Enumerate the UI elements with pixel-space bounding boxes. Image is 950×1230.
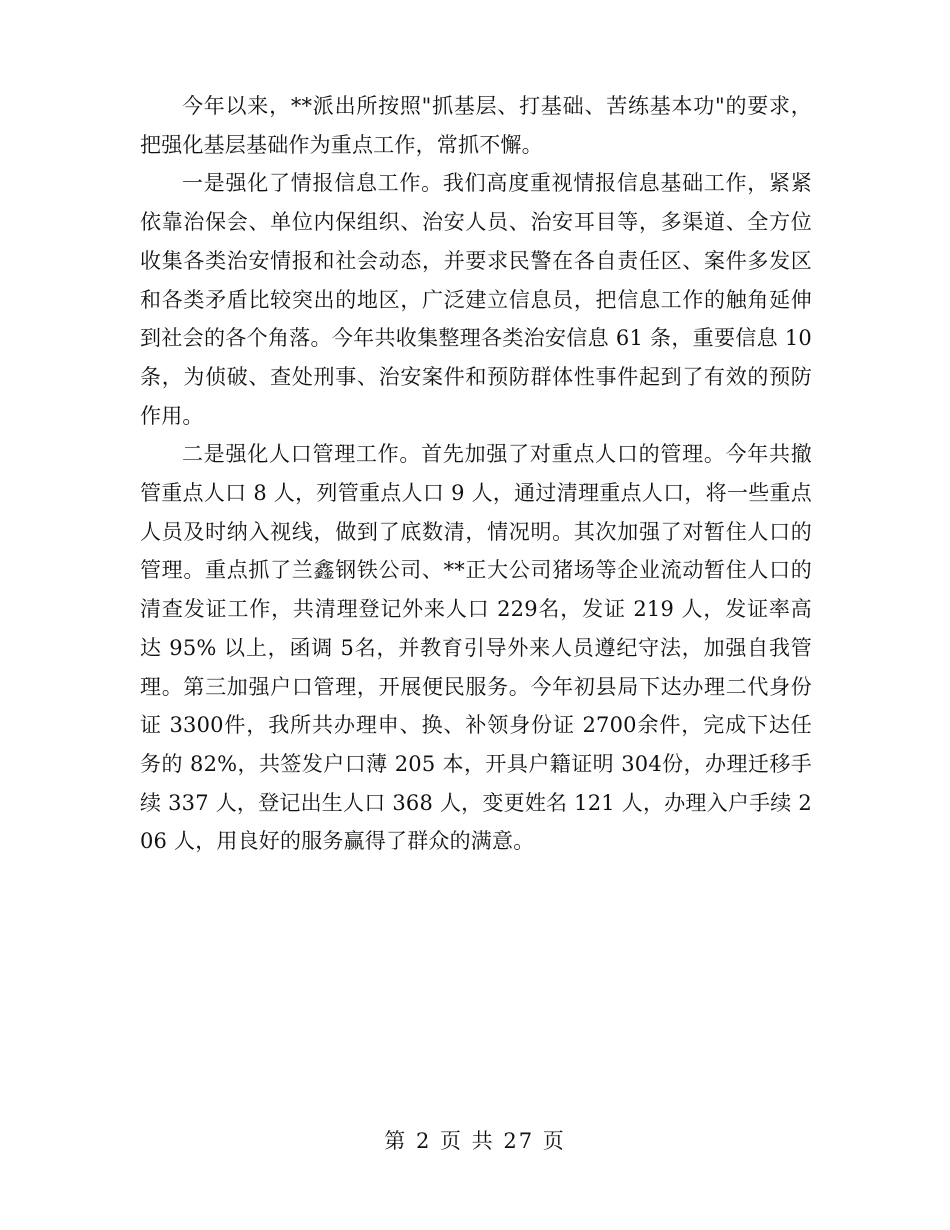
paragraph-intro: 今年以来，**派出所按照"抓基层、打基础、苦练基本功"的要求，把强化基层基础作为重点工作，常抓不懈。	[140, 94, 812, 157]
paragraph-population-management: 二是强化人口管理工作。首先加强了对重点人口的管理。今年共撤管重点人口 8 人，列管重点人口 9 人，通过清理重点人口，将一些重点人员及时纳入视线，做到了底数清，情况明。其次加强了对暂住人口的管理。重点抓了兰鑫钢铁公司、**正大公司猪场等企业流动暂住人口的清查发证工作，共清理登记外来人口 229名，发证 219 人，发证率高达 95% 以上，函调 5名，并教育引导外来人员遵纪守法，加强自我管理。第三加强户口管理，开展便民服务。今年初县局下达办理二代身份证 3300件，我所共办理申、换、补领身份证 2700余件，完成下达任务的 82%，共签发户口薄 205 本，开具户籍证明 304份，办理迁移手续 337 人，登记出生人口 368 人，变更姓名 121 人，办理入户手续 206 人，用良好的服务赢得了群众的满意。	[140, 442, 812, 854]
page-number-label: 第 2 页 共 27 页	[384, 1129, 566, 1153]
page-footer	[0, 1125, 950, 1155]
document-body	[140, 87, 812, 861]
paragraph-intelligence-work: 一是强化了情报信息工作。我们高度重视情报信息基础工作，紧紧依靠治保会、单位内保组织、治安人员、治安耳目等，多渠道、全方位收集各类治安情报和社会动态，并要求民警在各自责任区、案件多发区和各类矛盾比较突出的地区，广泛建立信息员，把信息工作的触角延伸到社会的各个角落。今年共收集整理各类治安信息 61 条，重要信息 10 条，为侦破、查处刑事、治安案件和预防群体性事件起到了有效的预防作用。	[140, 171, 812, 428]
